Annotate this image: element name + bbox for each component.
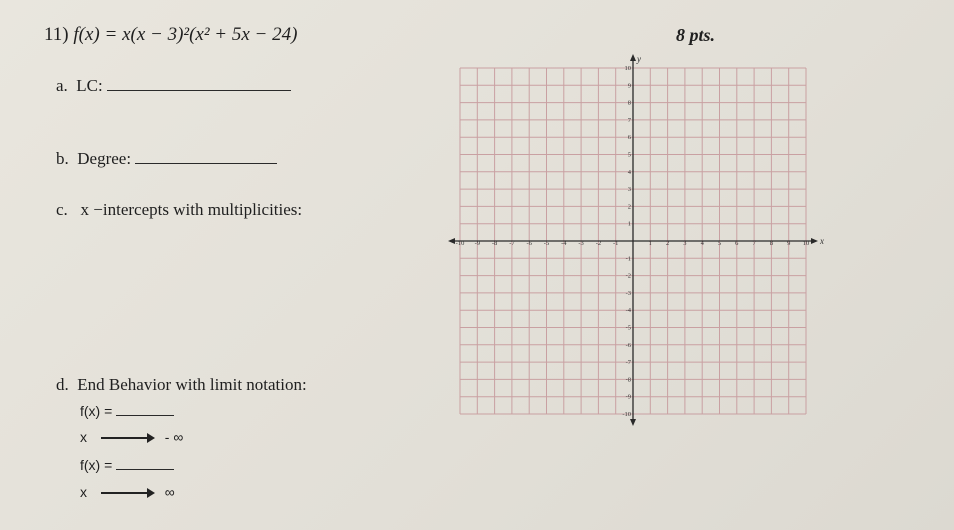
- question-d-text: End Behavior with limit notation:: [77, 375, 307, 394]
- question-a-letter: a.: [56, 76, 68, 95]
- y-tick-label: 2: [627, 203, 631, 211]
- x-tick-label: -9: [474, 240, 481, 247]
- x-tick-label: -3: [578, 240, 584, 247]
- x-tick-label: 4: [700, 240, 704, 247]
- question-c-letter: c.: [56, 200, 68, 219]
- y-tick-label: 3: [627, 186, 631, 194]
- problem-number: 11): [44, 24, 69, 45]
- y-tick-label: -4: [625, 307, 631, 315]
- y-tick-label: -1: [625, 255, 631, 263]
- y-tick-label: 10: [624, 65, 631, 72]
- x-tick-label: 10: [802, 240, 810, 247]
- question-c: [56, 200, 302, 220]
- problem-statement: [44, 24, 297, 46]
- x-axis-arrow-right: [811, 238, 818, 244]
- y-tick-label: -5: [625, 324, 631, 332]
- y-tick-label: 1: [627, 220, 631, 228]
- limit-2-target: ∞: [164, 484, 175, 500]
- question-d: [56, 375, 307, 395]
- y-tick-label: 8: [627, 99, 631, 107]
- limit-1-fx: f(x) =: [80, 403, 113, 419]
- question-d-letter: d.: [56, 375, 69, 394]
- right-arrow-icon: [101, 488, 155, 498]
- y-tick-label: 6: [627, 134, 631, 142]
- x-tick-label: 3: [683, 240, 687, 247]
- y-tick-label: -8: [625, 376, 631, 384]
- x-tick-label: 9: [787, 240, 791, 247]
- y-tick-label: 7: [627, 116, 631, 124]
- function-expression: f(x) = x(x − 3)²(x² + 5x − 24): [73, 24, 298, 45]
- limit-2-answer-blank[interactable]: [116, 459, 174, 470]
- limit-1-target: - ∞: [164, 429, 184, 445]
- axes: [448, 54, 818, 426]
- question-a-text: LC:: [76, 76, 103, 95]
- question-a: [56, 76, 291, 96]
- y-tick-label: -6: [625, 341, 631, 349]
- question-b-letter: b.: [56, 149, 69, 168]
- x-tick-label: -10: [455, 240, 465, 247]
- limit-row-2-approach: [80, 484, 175, 500]
- y-tick-label: -10: [622, 411, 631, 418]
- x-axis-label: x: [820, 236, 824, 246]
- limit-row-2: [80, 457, 174, 473]
- question-b-text: Degree:: [77, 149, 132, 168]
- x-tick-label: -4: [561, 240, 567, 247]
- y-tick-label: -3: [625, 289, 631, 297]
- degree-answer-blank[interactable]: [135, 149, 277, 164]
- y-axis-arrow-down: [630, 419, 636, 426]
- x-tick-label: 2: [665, 240, 670, 247]
- x-tick-label: -2: [595, 240, 602, 247]
- x-tick-label: 1: [648, 240, 652, 247]
- x-tick-label: -1: [612, 240, 619, 247]
- y-tick-label: -9: [625, 393, 631, 401]
- x-tick-label: 5: [717, 240, 722, 247]
- x-tick-label: -7: [509, 240, 515, 247]
- limit-1-answer-blank[interactable]: [116, 405, 174, 416]
- y-axis-arrow-up: [630, 54, 636, 61]
- intercepts-answer-area[interactable]: [80, 226, 420, 366]
- y-tick-label: -7: [625, 359, 631, 367]
- lc-answer-blank[interactable]: [107, 76, 291, 91]
- x-tick-label: 7: [752, 240, 756, 247]
- y-tick-label: -2: [625, 272, 631, 280]
- limit-row-1-approach: [80, 429, 183, 445]
- x-tick-label: 6: [735, 240, 739, 247]
- question-c-text: x −intercepts with multiplicities:: [80, 200, 303, 219]
- coordinate-grid[interactable]: [440, 50, 830, 430]
- points-label: 8 pts.: [676, 25, 716, 45]
- limit-row-1: [80, 403, 174, 419]
- y-tick-label: 4: [627, 168, 631, 176]
- y-tick-label: 5: [627, 151, 631, 159]
- y-tick-label: 9: [627, 82, 631, 90]
- x-tick-label: 8: [769, 240, 774, 247]
- limit-2-x: x: [80, 484, 87, 500]
- x-axis-arrow-left: [448, 238, 455, 244]
- limit-1-x: x: [80, 429, 87, 445]
- x-tick-label: -5: [543, 240, 550, 247]
- x-tick-label: -6: [526, 240, 532, 247]
- x-tick-label: -8: [491, 240, 498, 247]
- right-arrow-icon: [101, 433, 155, 443]
- y-axis-label: y: [637, 54, 641, 64]
- limit-2-fx: f(x) =: [80, 457, 113, 473]
- question-b: [56, 149, 277, 169]
